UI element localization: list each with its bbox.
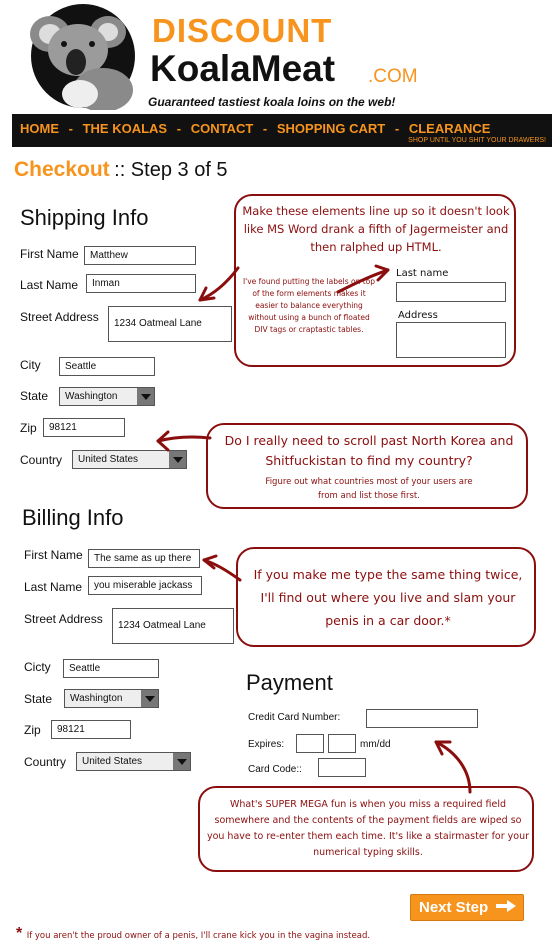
- ship-last-name-input[interactable]: Inman: [86, 274, 196, 293]
- ship-zip-label: Zip: [20, 421, 37, 435]
- bubble-text: Do I really need to scroll past North Korea and Shitfuckistan to find my country?: [224, 433, 514, 468]
- ship-country-select[interactable]: [72, 450, 187, 469]
- annotation-bubble-payment: [198, 786, 534, 872]
- expires-month-input[interactable]: [296, 734, 324, 753]
- footnote-star: *: [16, 925, 23, 942]
- bubble-text: If you make me type the same thing twice, I'll find out where you live and slam your penis in a car door.*: [253, 567, 523, 628]
- ship-city-input[interactable]: Seattle: [59, 357, 155, 376]
- expires-label: Expires:: [248, 739, 285, 750]
- bill-state-label: State: [24, 692, 53, 706]
- example-last-name-field: [396, 282, 506, 302]
- payment-heading: Payment: [246, 670, 333, 695]
- card-code-input[interactable]: [318, 758, 366, 777]
- expires-day-input[interactable]: [328, 734, 356, 753]
- ship-first-name-input[interactable]: Matthew: [84, 246, 196, 265]
- annotation-bubble-billing: [236, 547, 536, 647]
- nav-separator: -: [262, 121, 268, 136]
- bill-first-name-label: First Name: [24, 548, 83, 562]
- nav-separator: -: [176, 121, 182, 136]
- bill-country-value: United States: [82, 756, 143, 767]
- checkout-word: Checkout: [14, 158, 110, 181]
- bill-zip-label: Zip: [24, 723, 41, 737]
- bubble-text: What's SUPER MEGA fun is when you miss a required field somewhere and the contents of the payment fields are wiped so you have to re-enter them each time. It's like a stairmaster for your numerical typing skills.: [206, 799, 530, 858]
- bill-city-input[interactable]: Seattle: [63, 659, 159, 678]
- ship-street-input[interactable]: 1234 Oatmeal Lane: [108, 306, 232, 342]
- chevron-down-icon: [137, 388, 154, 405]
- bill-street-label: Street Address: [24, 612, 103, 626]
- checkout-step: :: Step 3 of 5: [114, 159, 228, 181]
- bill-state-select[interactable]: [64, 689, 159, 708]
- expires-hint: mm/dd: [360, 739, 391, 750]
- koala-logo-icon: [8, 2, 158, 110]
- nav-home[interactable]: HOME: [20, 121, 59, 136]
- nav-clearance[interactable]: CLEARANCE: [408, 121, 491, 136]
- nav-subtext: SHOP UNTIL YOU SHIT YOUR DRAWERS!: [408, 137, 546, 144]
- next-step-label: Next Step: [419, 899, 489, 916]
- bill-last-name-input[interactable]: you miserable jackass: [88, 576, 202, 595]
- bill-country-label: Country: [24, 755, 67, 769]
- ship-city-label: City: [20, 358, 41, 372]
- chevron-down-icon: [173, 753, 190, 770]
- brand-main: KoalaMeat: [150, 48, 336, 89]
- bill-country-select[interactable]: [76, 752, 191, 771]
- ship-zip-input[interactable]: 98121: [43, 418, 125, 437]
- arrow-to-billing: [204, 560, 240, 580]
- bill-zip-input[interactable]: 98121: [51, 720, 131, 739]
- ship-country-label: Country: [20, 453, 63, 467]
- bill-first-name-input[interactable]: The same as up there: [88, 549, 200, 568]
- tagline: Guaranteed tastiest koala loins on the web!: [148, 95, 396, 109]
- bubble-text: Make these elements line up so it doesn't look like MS Word drank a fifth of Jagermeister and then ralphed up HTML.: [242, 204, 510, 254]
- annotation-bubble-country: [206, 423, 528, 509]
- chevron-down-icon: [141, 690, 158, 707]
- bill-state-value: Washington: [70, 693, 123, 704]
- nav-shopping-cart[interactable]: SHOPPING CART: [276, 121, 386, 136]
- chevron-down-icon: [169, 451, 186, 468]
- checkout-title: [14, 158, 228, 182]
- ship-state-select[interactable]: [59, 387, 155, 406]
- arrow-to-country: [158, 437, 210, 441]
- nav-separator: -: [68, 121, 73, 136]
- main-nav: [12, 114, 552, 147]
- ship-street-label: Street Address: [20, 310, 99, 324]
- footnote-text: If you aren't the proud owner of a penis, I'll crane kick you in the vagina instead.: [26, 931, 371, 941]
- cc-number-input[interactable]: [366, 709, 478, 728]
- annotation-bubble-alignment: [234, 194, 516, 367]
- example-last-name-label: Last name: [396, 268, 449, 279]
- card-code-label: Card Code::: [248, 764, 302, 775]
- shipping-heading: Shipping Info: [20, 205, 149, 230]
- bill-city-label: Cicty: [24, 660, 51, 674]
- bubble-note: Figure out what countries most of your users are from and list those first.: [265, 477, 473, 501]
- arrow-to-payment: [436, 742, 470, 792]
- brand-suffix: .COM: [368, 66, 418, 87]
- footnote: [16, 925, 370, 943]
- next-step-button[interactable]: [410, 894, 524, 921]
- example-address-field: [396, 322, 506, 358]
- arrow-to-last-name: [200, 268, 238, 300]
- brand-top: DISCOUNT: [152, 12, 333, 49]
- header: [0, 0, 560, 150]
- ship-state-value: Washington: [65, 391, 118, 402]
- arrow-right-icon: [496, 895, 516, 920]
- nav-bar: [20, 121, 490, 136]
- bill-street-input[interactable]: 1234 Oatmeal Lane: [112, 608, 234, 644]
- ship-last-name-label: Last Name: [20, 278, 79, 292]
- bill-last-name-label: Last Name: [24, 580, 83, 594]
- ship-state-label: State: [20, 389, 49, 403]
- nav-separator: -: [394, 121, 400, 136]
- nav-the-koalas[interactable]: THE KOALAS: [82, 121, 168, 136]
- billing-heading: Billing Info: [22, 505, 124, 530]
- ship-first-name-label: First Name: [20, 247, 79, 261]
- ship-country-value: United States: [78, 454, 139, 465]
- bubble-note: I've found putting the labels on top of the form elements makes it easier to balance everything without using a bunch of floated DIV tags or craptastic tables.: [242, 277, 376, 334]
- cc-number-label: Credit Card Number:: [248, 712, 341, 723]
- nav-contact[interactable]: CONTACT: [190, 121, 254, 136]
- example-address-label: Address: [398, 310, 438, 321]
